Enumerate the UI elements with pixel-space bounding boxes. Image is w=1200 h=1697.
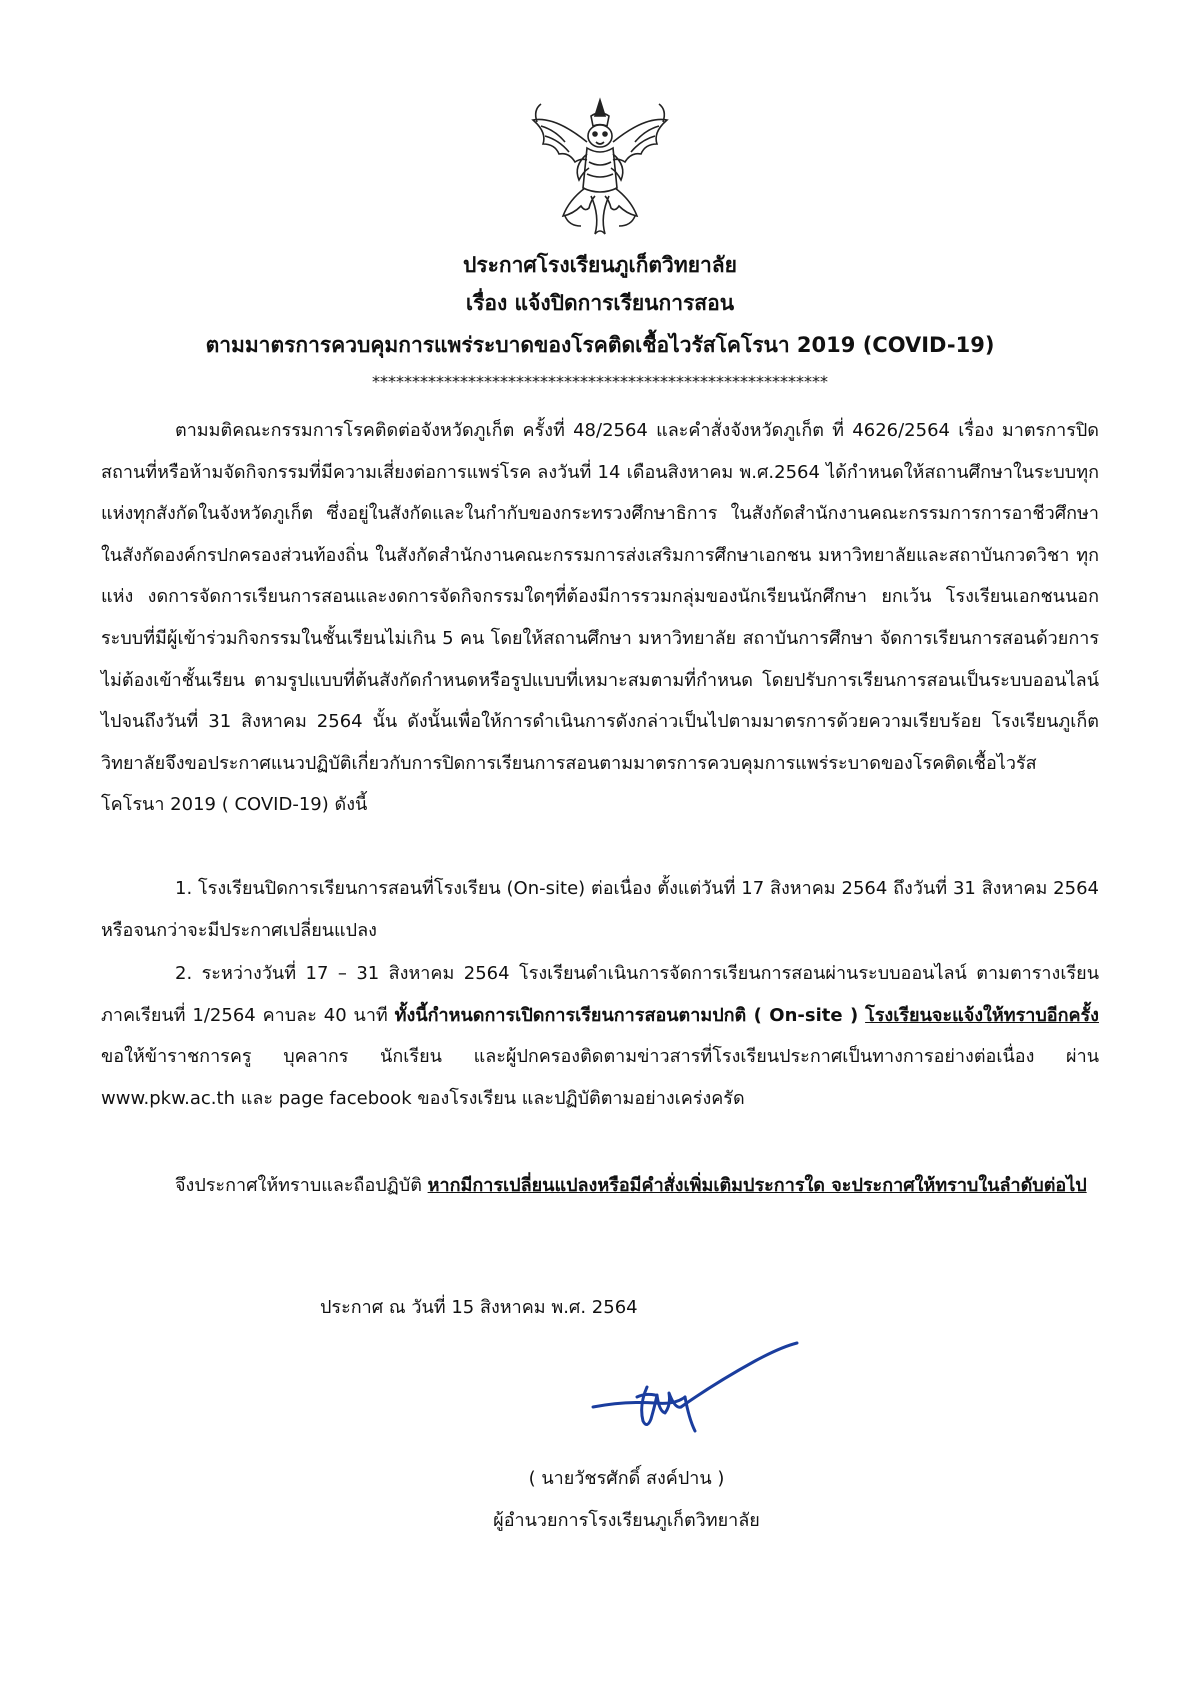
item-2-text-end: ขอให้ข้าราชการครู บุคลากร นักเรียน และผู้ปกครองติดตามข่าวสารที่โรงเรียนประกาศเป็นทางการอย่างต่อเนื่อง ผ่าน www.pkw.ac.th และ page facebook ของโรงเรียน และปฏิบัติตามอย่างเคร่งครัด <box>101 1046 1099 1109</box>
closing-text-start: จึงประกาศให้ทราบและถือปฏิบัติ <box>175 1175 428 1196</box>
item-2-bold-text: ทั้งนี้กำหนดการเปิดการเรียนการสอนตามปกติ ( On-site ) <box>394 1004 859 1026</box>
intro-paragraph: ตามมติคณะกรรมการโรคติดต่อจังหวัดภูเก็ต ครั้งที่ 48/2564 และคำสั่งจังหวัดภูเก็ต ที่ 4626/2564 เรื่อง มาตรการปิดสถานที่หรือห้ามจัดกิจกรรมที่มีความเสี่ยงต่อการแพร่โรค ลงวันที่ 14 เดือนสิงหาคม พ.ศ.2564 ได้กำหนดให้สถานศึกษาในระบบทุกแห่งทุกสังกัดในจังหวัดภูเก็ต ซึ่งอยู่ในสังกัดและในกำกับของกระทรวงศึกษาธิการ ในสังกัดสำนักงานคณะกรรมการการอาชีวศึกษา ในสังกัดองค์กรปกครองส่วนท้องถิ่น ในสังกัดสำนักงานคณะกรรมการส่งเสริมการศึกษาเอกชน มหาวิทยาลัยและสถาบันกวดวิชา ทุกแห่ง งดการจัดการเรียนการสอนและงดการจัดกิจกรรมใดๆที่ต้องมีการรวมกลุ่มของนักเรียนนักศึกษา ยกเว้น โรงเรียนเอกชนนอกระบบที่มีผู้เข้าร่วมกิจกรรมในชั้นเรียนไม่เกิน 5 คน โดยให้สถานศึกษา มหาวิทยาลัย สถาบันการศึกษา จัดการเรียนการสอนด้วยการไม่ต้องเข้าชั้นเรียน ตามรูปแบบที่ต้นสังกัดกำหนดหรือรูปแบบที่เหมาะสมตามที่กำหนด โดยปรับการเรียนการสอนเป็นระบบออนไลน์ ไปจนถึงวันที่ 31 สิงหาคม 2564 นั้น ดังนั้นเพื่อให้การดำเนินการดังกล่าวเป็นไปตามมาตรการด้วยความเรียบร้อย โรงเรียนภูเก็ตวิทยาลัยจึงขอประกาศแนวปฏิบัติเกี่ยวกับการปิดการเรียนการสอนตามมาตรการควบคุมการแพร่ระบาดของโรคติดเชื้อไวรัสโคโรนา 2019 ( COVID-19) ดังนี้ <box>101 420 1099 816</box>
signer-name: ( นายวัชรศักดิ์ สงค์ปาน ) <box>528 1468 725 1489</box>
signer-title: ผู้อำนวยการโรงเรียนภูเก็ตวิทยาลัย <box>493 1510 760 1531</box>
closing-paragraph <box>101 1165 1099 1207</box>
separator-line: ********************************************************* <box>372 372 828 391</box>
item-2-underlined-text: โรงเรียนจะแจ้งให้ทราบอีกครั้ง <box>865 1004 1099 1026</box>
announcement-subtitle: ตามมาตรการควบคุมการแพร่ระบาดของโรคติดเชื้อไวรัสโคโรนา 2019 (COVID-19) <box>205 333 995 357</box>
announcement-title: ประกาศโรงเรียนภูเก็ตวิทยาลัย <box>463 253 737 277</box>
announcement-subject: เรื่อง แจ้งปิดการเรียนการสอน <box>465 291 735 315</box>
item-2-text-start: 2. ระหว่างวันที่ 17 – 31 สิงหาคม 2564 โรงเรียนดำเนินการจัดการเรียนการสอนผ่านระบบออนไลน์ ตามตารางเรียน ภาคเรียนที่ 1/2564 คาบละ 40 นาที <box>101 963 1099 1026</box>
announcement-date: ประกาศ ณ วันที่ 15 สิงหาคม พ.ศ. 2564 <box>320 1297 638 1318</box>
item-2-paragraph <box>101 953 1099 1119</box>
handwritten-signature-icon <box>585 1335 805 1440</box>
garuda-emblem-icon <box>525 96 675 240</box>
item-1-paragraph: 1. โรงเรียนปิดการเรียนการสอนที่โรงเรียน (On-site) ต่อเนื่อง ตั้งแต่วันที่ 17 สิงหาคม 2564 ถึงวันที่ 31 สิงหาคม 2564 หรือจนกว่าจะมีประกาศเปลี่ยนแปลง <box>101 878 1099 941</box>
closing-underlined-text: หากมีการเปลี่ยนแปลงหรือมีคำสั่งเพิ่มเติมประการใด จะประกาศให้ทราบในลำดับต่อไป <box>427 1175 1087 1196</box>
